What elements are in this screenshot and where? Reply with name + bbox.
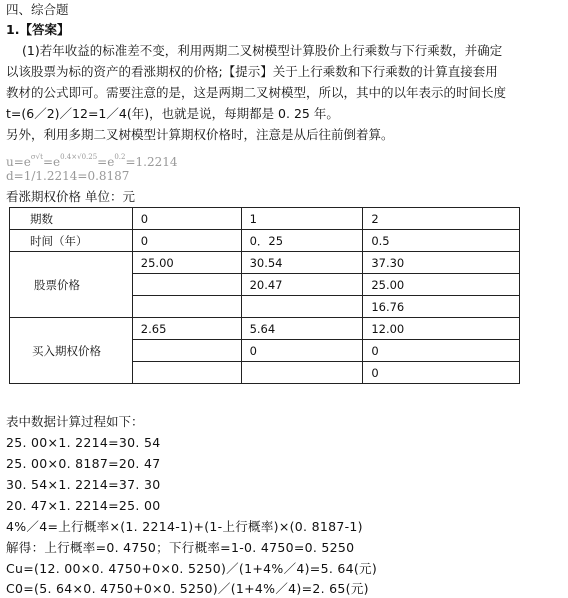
question-number: 1.【答案】 — [6, 22, 70, 37]
time-cell: 0.5 — [363, 230, 520, 252]
call-cell — [241, 362, 363, 384]
stock-cell — [132, 274, 241, 296]
table-row-stock — [10, 252, 520, 274]
period-cell: 2 — [363, 208, 520, 230]
call-cell: 0 — [241, 340, 363, 362]
formula-d: d=1/1.2214=0.8187 — [6, 169, 130, 183]
calc-line: Cu=(12. 00×0. 4750+0×0. 5250)／(1+4%／4)=5. 64(元) — [6, 561, 378, 576]
formula-u-mid: =e — [42, 155, 61, 169]
formula-u-lhs: u=e — [6, 155, 31, 169]
table-row-periods — [10, 208, 520, 230]
paragraph-line-3: 教材的公式即可。需要注意的是，这是两期二叉树模型，所以，其中的以年表示的时间长度 — [6, 85, 507, 100]
paragraph-line-5: 另外，利用多期二叉树模型计算期权价格时，注意是从后往前倒着算。 — [6, 127, 394, 142]
option-price-table — [9, 207, 520, 384]
stock-price-label: 股票价格 — [10, 252, 133, 318]
stock-cell — [132, 296, 241, 318]
paragraph-line-4: t=(6／2)／12=1／4(年)，也就是说，每期都是 0. 25 年。 — [6, 106, 339, 121]
stock-cell: 20.47 — [241, 274, 363, 296]
stock-cell: 25.00 — [363, 274, 520, 296]
stock-cell: 30.54 — [241, 252, 363, 274]
formula-u-mid2: =e — [97, 155, 115, 169]
call-cell: 12.00 — [363, 318, 520, 340]
table-row-time — [10, 230, 520, 252]
period-cell: 0 — [132, 208, 241, 230]
stock-cell — [241, 296, 363, 318]
stock-cell: 16.76 — [363, 296, 520, 318]
paragraph-line-1: (1)若年收益的标准差不变，利用两期二叉树模型计算股价上行乘数与下行乘数，并确定 — [22, 43, 503, 58]
formula-u-rhs: =1.2214 — [125, 155, 178, 169]
call-cell — [132, 340, 241, 362]
time-cell: 0．25 — [241, 230, 363, 252]
call-price-label: 买入期权价格 — [10, 318, 133, 384]
stock-cell: 37.30 — [363, 252, 520, 274]
section-heading: 四、综合题 — [6, 2, 69, 17]
stock-cell: 25.00 — [132, 252, 241, 274]
time-cell: 0 — [132, 230, 241, 252]
table-row-call — [10, 318, 520, 340]
formula-u-exp3: 0.2 — [114, 153, 126, 161]
formula-u-exp2: 0.4×√0.25 — [60, 153, 98, 161]
calc-line: 25. 00×1. 2214=30. 54 — [6, 435, 161, 450]
formula-u-exp1: σ√t — [30, 153, 43, 161]
calc-line: 25. 00×0. 8187=20. 47 — [6, 456, 161, 471]
calc-line: 30. 54×1. 2214=37. 30 — [6, 477, 161, 492]
periods-label: 期数 — [10, 208, 133, 230]
call-cell: 5.64 — [241, 318, 363, 340]
calc-title: 表中数据计算过程如下： — [6, 414, 144, 429]
calc-line: 4%／4=上行概率×(1. 2214-1)+(1-上行概率)×(0. 8187-1) — [6, 519, 363, 534]
table-caption: 看涨期权价格 单位：元 — [6, 189, 135, 204]
calc-line: 20. 47×1. 2214=25. 00 — [6, 498, 161, 513]
call-cell — [132, 362, 241, 384]
time-label: 时间（年） — [10, 230, 133, 252]
calc-line: 解得：上行概率=0. 4750；下行概率=1-0. 4750=0. 5250 — [6, 540, 355, 555]
period-cell: 1 — [241, 208, 363, 230]
paragraph-line-2: 以该股票为标的资产的看涨期权的价格;【提示】关于上行乘数和下行乘数的计算直接套用 — [6, 64, 498, 79]
calc-line: C0=(5. 64×0. 4750+0×0. 5250)／(1+4%／4)=2. 65(元) — [6, 581, 369, 596]
call-cell: 0 — [363, 340, 520, 362]
call-cell: 2.65 — [132, 318, 241, 340]
call-cell: 0 — [363, 362, 520, 384]
